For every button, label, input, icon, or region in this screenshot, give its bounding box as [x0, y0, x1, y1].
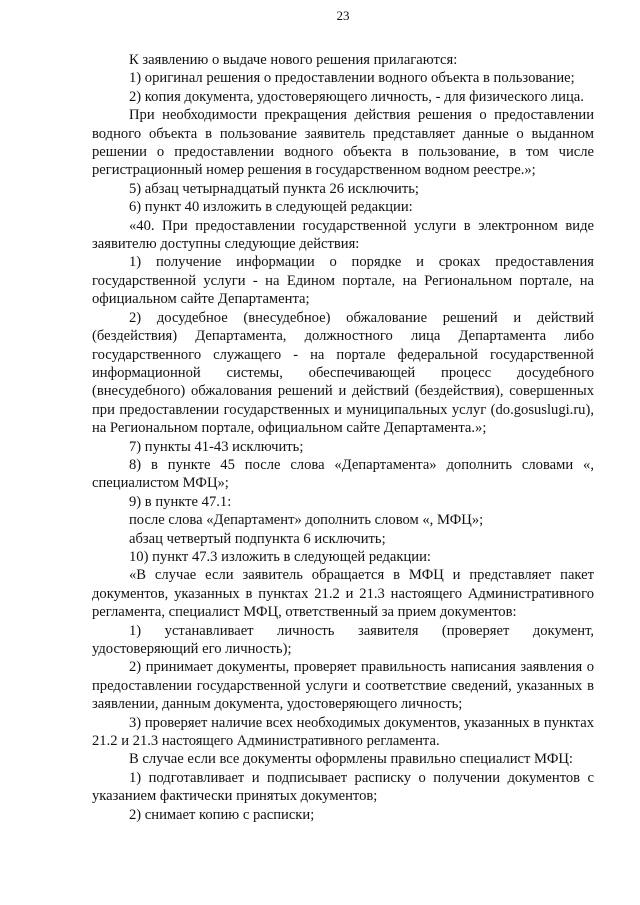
paragraph-19: 3) проверяет наличие всех необходимых документов, указанных в пунктах 21.2 и 21.3 настоящего Административного регламента. — [92, 714, 594, 750]
paragraph-7: «40. При предоставлении государственной услуги в электронном виде заявителю доступны следующие действия: — [92, 217, 594, 253]
document-body — [92, 51, 594, 824]
paragraph-22: 2) снимает копию с расписки; — [129, 806, 315, 823]
paragraph-13: после слова «Департамент» дополнить словом «, МФЦ»; — [129, 512, 484, 529]
paragraph-6: 6) пункт 40 изложить в следующей редакции: — [129, 199, 413, 216]
paragraph-14: абзац четвертый подпункта 6 исключить; — [129, 530, 386, 547]
paragraph-17: 1) устанавливает личность заявителя (проверяет документ, удостоверяющий его личность); — [92, 622, 594, 657]
paragraph-20: В случае если все документы оформлены правильно специалист МФЦ: — [129, 751, 573, 768]
paragraph-11: 8) в пункте 45 после слова «Департамента» дополнить словами «, специалистом МФЦ»; — [92, 456, 594, 492]
paragraph-15: 10) пункт 47.3 изложить в следующей редакции: — [129, 548, 431, 565]
paragraph-2: 1) оригинал решения о предоставлении водного объекта в пользование; — [129, 70, 575, 87]
paragraph-16: «В случае если заявитель обращается в МФЦ и представляет пакет документов, указанных в пунктах 21.2 и 21.3 настоящего Административного регламента, специалист МФЦ, ответственный за прием документов: — [92, 567, 594, 621]
paragraph-21: 1) подготавливает и подписывает расписку о получении документов с указанием фактически принятых документов; — [92, 769, 594, 805]
paragraph-9: 2) досудебное (внесудебное) обжалование решений и действий (бездействия) Департамента, должностного лица Департамента либо государственного служащего - на портале федеральной государственной информационной системы, обеспечивающей процесс досудебного (внесудебного) обжалования решений и действий (бездействия), совершенных при предоставлении государственных и муниципальных услуг (do.gosuslugi.ru), на Региональном портале, официальном сайте Департамента.»; — [92, 309, 594, 437]
paragraph-5: 5) абзац четырнадцатый пункта 26 исключить; — [129, 180, 419, 197]
paragraph-3: 2) копия документа, удостоверяющего личность, - для физического лица. — [129, 88, 584, 105]
paragraph-4: При необходимости прекращения действия решения о предоставлении водного объекта в пользование заявитель представляет данные о выданном решении о предоставлении водного объекта в пользование, в том числе регистрационный номер решения в государственном водном реестре.»; — [92, 107, 594, 179]
paragraph-12: 9) в пункте 47.1: — [129, 493, 232, 510]
paragraph-1: К заявлению о выдаче нового решения прилагаются: — [129, 52, 458, 68]
paragraph-10: 7) пункты 41-43 исключить; — [129, 438, 304, 455]
page-number: 23 — [336, 8, 350, 23]
paragraph-8: 1) получение информации о порядке и сроках предоставления государственной услуги - на Едином портале, на Региональном портале, на официальном сайте Департамента; — [92, 254, 594, 308]
paragraph-18: 2) принимает документы, проверяет правильность написания заявления о предоставлении государственной услуги и соответствие сведений, указанных в заявлении, данным документа, удостоверяющего личность; — [92, 659, 594, 713]
